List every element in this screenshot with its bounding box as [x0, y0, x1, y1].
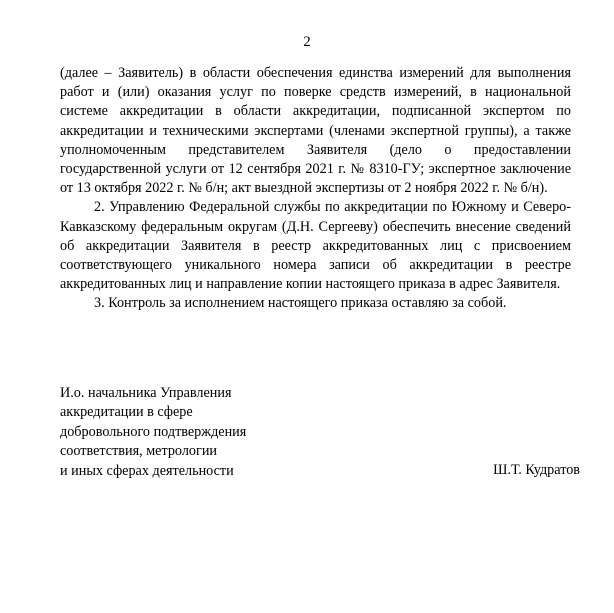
signatory-position — [60, 384, 320, 481]
signatory-position-line: И.о. начальника Управления — [60, 385, 232, 401]
document-body — [60, 64, 571, 314]
signatory-position-line: соответствия, метрологии — [60, 443, 218, 460]
signatory-position-line: аккредитации в сфере — [60, 404, 193, 421]
signatory-name: Ш.Т. Кудратов — [493, 462, 580, 478]
paragraph-continuation: (далее – Заявитель) в области обеспечения единства измерений для выполнения работ и (или) оказания услуг по поверке средств измерений, в национальной системе аккредитации в области аккредитации, подписанной экспертом по аккредитации и техническими экспертами (членами экспертной группы), а также уполномоченным представителем Заявителя (дело о предоставлении государственной услуги от 12 сентября 2021 г. № 8310-ГУ; экспертное заключение от 13 октября 2022 г. № б/н; акт выездной экспертизы от 2 ноября 2022 г. № б/н). — [60, 65, 571, 197]
signatory-position-line: и иных сферах деятельности — [60, 462, 234, 479]
paragraph-item-2: 2. Управлению Федеральной службы по аккредитации по Южному и Северо-Кавказскому федеральным округам (Д.Н. Сергееву) обеспечить внесение сведений об аккредитации Заявителя в реестр аккредитованных лиц с присвоением соответствующего уникального номера записи об аккредитации в реестре аккредитованных лиц и направление копии настоящего приказа в адрес Заявителя. — [60, 199, 571, 293]
page-number: 2 — [303, 34, 311, 50]
signatory-position-line: добровольного подтверждения — [60, 423, 247, 440]
paragraph-item-3: 3. Контроль за исполнением настоящего приказа оставляю за собой. — [94, 295, 507, 312]
